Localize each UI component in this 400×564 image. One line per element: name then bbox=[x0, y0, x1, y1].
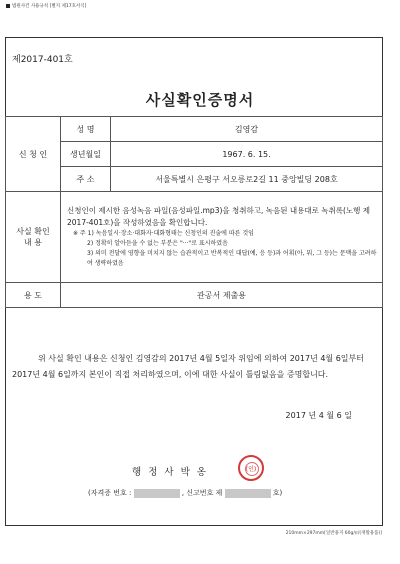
applicant-section-label: 신 청 인 bbox=[6, 117, 61, 192]
issue-date: 2017 년 4 월 6 일 bbox=[285, 411, 352, 420]
usage-value: 관공서 제출용 bbox=[61, 283, 383, 308]
redacted-report-number bbox=[225, 489, 271, 498]
form-header-text: 법원사건 사용규칙 [별지 제17호서식] bbox=[12, 4, 87, 9]
fact-note-3: 3) 의미 전달에 영향을 미치지 않는 습관적이고 반복적인 대답(예, 응 등)과 어휘(아, 뭐, 그 등)는 문맥을 고려하여 생략하였음 bbox=[87, 250, 377, 267]
cert-prefix: (자격증 번호 : bbox=[88, 489, 132, 497]
fact-label-line2: 내 용 bbox=[24, 238, 42, 247]
document-title: 사실확인증명서 bbox=[145, 91, 255, 109]
certificate-line bbox=[88, 488, 282, 498]
certification-statement: 위 사실 확인 내용은 신청인 김영감의 2017년 4월 5일자 위임에 의하여 2017년 4월 6일부터 2017년 4월 6일까지 본인이 직접 처리하였으며, 이에 대한 사실이 틀림없음을 증명합니다. bbox=[12, 354, 364, 379]
fact-note-2: 2) 정확히 알아듣을 수 없는 부분은 "···"로 표시하였음 bbox=[87, 240, 228, 247]
table-row bbox=[6, 117, 383, 142]
info-table bbox=[5, 116, 383, 308]
fact-notes bbox=[61, 229, 382, 269]
fact-label bbox=[6, 192, 61, 283]
usage-label: 용 도 bbox=[6, 283, 61, 308]
cert-suffix: 호) bbox=[272, 489, 283, 497]
seal-label: (인) bbox=[245, 466, 257, 473]
square-bullet-icon bbox=[6, 4, 10, 8]
redacted-cert-number bbox=[134, 489, 180, 498]
birth-value: 1967. 6. 15. bbox=[111, 142, 383, 167]
red-seal-icon bbox=[238, 455, 264, 481]
address-label: 주 소 bbox=[61, 167, 111, 192]
name-value: 김영감 bbox=[111, 117, 383, 142]
table-row bbox=[6, 167, 383, 192]
signer-name: 행 정 사 박 옹 bbox=[132, 467, 208, 478]
table-row bbox=[6, 192, 383, 283]
document-number: 제2017-401호 bbox=[12, 55, 73, 65]
birth-label: 생년월일 bbox=[61, 142, 111, 167]
fact-note-1: ※ 주 1) 녹음일시·장소·대화자·대화형태는 신청인의 진술에 따른 것임 bbox=[73, 230, 254, 237]
fact-main-text: 신청인이 제시한 음성녹음 파일(음성파일.mp3)을 청취하고, 녹음된 내용대로 녹취록(노행 제2017-401호)을 작성하였음을 확인합니다. bbox=[67, 206, 371, 227]
fact-label-line1: 사실 확인 bbox=[16, 227, 50, 236]
name-label: 성 명 bbox=[61, 117, 111, 142]
table-row bbox=[6, 283, 383, 308]
paper-size-note: 210mm×297mm[일반용지 60g/㎡(재활용품)] bbox=[285, 531, 382, 536]
form-header-note bbox=[6, 3, 86, 9]
fact-content bbox=[61, 192, 383, 283]
cert-mid: , 신고번호 제 bbox=[181, 489, 223, 497]
address-value: 서울특별시 은평구 서오릉로2길 11 중앙빌딩 208호 bbox=[111, 167, 383, 192]
table-row bbox=[6, 142, 383, 167]
